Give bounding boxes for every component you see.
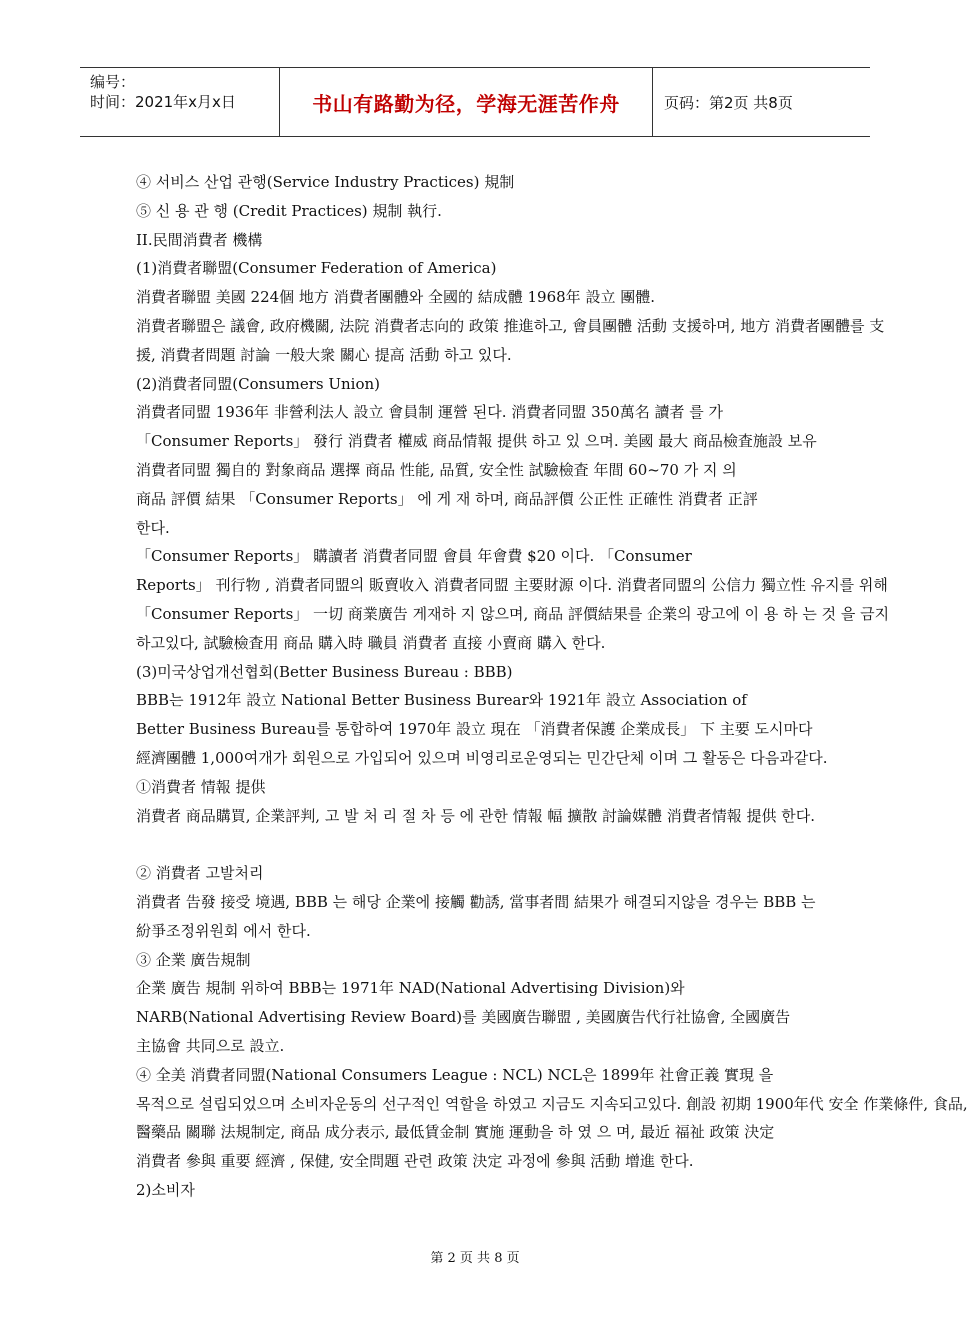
page-number-label: 页码：第2页 共8页 — [664, 93, 793, 112]
body-line: 消費者 參與 重要 經濟 , 保健, 安全問題 관련 政策 決定 과정에 參與 活動 增進 한다. — [136, 1152, 694, 1171]
body-line: 消費者同盟 獨自的 對象商品 選擇 商品 性能, 品質, 安全性 試驗檢査 年間 60~70 가 지 의 — [136, 460, 737, 479]
page-footer: 第 2 页 共 8 页 — [430, 1251, 520, 1266]
body-line: 한다. — [136, 518, 170, 537]
body-line — [136, 830, 816, 859]
body-line: 援, 消費者問題 討論 一般大衆 關心 提高 活動 하고 있다. — [136, 345, 512, 364]
body-line: (2)消費者同盟(Consumers Union) — [136, 374, 381, 393]
body-line: 消費者同盟 1936年 非營利法人 設立 會員制 運營 된다. 消費者同盟 350萬名 讀者 를 가 — [136, 403, 723, 422]
body-line: 「Consumer Reports」 購讀者 消費者同盟 會員 年會費 $20 이다. 「Consumer — [136, 547, 692, 566]
body-line: ② 消費者 고발처리 — [136, 864, 264, 883]
body-line: 經濟團體 1,000여개가 회원으로 가입되어 있으며 비영리로운영되는 민간단체 이며 그 활동은 다음과같다. — [136, 748, 828, 767]
body-line: ⑤ 신 용 관 행 (Credit Practices) 規制 執行. — [136, 201, 442, 220]
body-line: II.民間消費者 機構 — [136, 230, 263, 249]
body-line: 商品 評價 結果 「Consumer Reports」 에 게 재 하며, 商品評價 公正性 正確性 消費者 正評 — [136, 489, 758, 508]
body-line: BBB는 1912年 設立 National Better Business Burear와 1921年 設立 Association of — [136, 691, 747, 710]
body-line: 「Consumer Reports」 一切 商業廣告 게재하 지 않으며, 商品 評價結果를 企業의 광고에 이 용 하 는 것 을 금지 — [136, 604, 890, 623]
body-line: 醫藥品 關聯 法規制定, 商品 成分表示, 最低賃金制 實施 運動을 하 였 으 며, 最近 福祉 政策 決定 — [136, 1123, 775, 1142]
body-line: 消費者聯盟 美國 224個 地方 消費者團體와 全國的 結成體 1968年 設立 團體. — [136, 288, 655, 307]
document-body — [136, 168, 968, 1205]
body-line: 하고있다, 試驗檢査用 商品 購入時 職員 消費者 直接 小賣商 購入 한다. — [136, 633, 606, 652]
body-line: ③ 企業 廣告規制 — [136, 950, 251, 969]
body-line: 企業 廣告 規制 위하여 BBB는 1971年 NAD(National Advertising Division)와 — [136, 979, 685, 998]
body-line: 「Consumer Reports」 發行 消費者 權威 商品情報 提供 하고 있 으며. 美國 最大 商品檢査施設 보유 — [136, 432, 817, 451]
body-line: ④ 서비스 산업 관행(Service Industry Practices) 規制 — [136, 173, 515, 191]
body-line: 消費者 告發 接受 境遇, BBB 는 해당 企業에 接觸 勸誘, 當事者間 結果가 해결되지않을 경우는 BBB 는 — [136, 892, 816, 911]
page-header — [80, 67, 870, 137]
body-line: 消費者 商品購買, 企業評判, 고 발 처 리 절 차 등 에 관한 情報 幅 擴散 討論媒體 消費者情報 提供 한다. — [136, 806, 816, 825]
body-line: Reports」 刊行物 , 消費者同盟의 販賣收入 消費者同盟 主要財源 이다. 消費者同盟의 公信力 獨立性 유지를 위해 — [136, 576, 888, 595]
body-line: 消費者聯盟은 議會, 政府機關, 法院 消費者志向的 政策 推進하고, 會員團體 活動 支援하며, 地方 消費者團體를 支 — [136, 316, 885, 335]
header-page-cell — [654, 68, 870, 136]
body-line: 목적으로 설립되었으며 소비자운동의 선구적인 역할을 하였고 지금도 지속되고있다. 創設 初期 1900年代 安全 作業條件, 食品, — [136, 1094, 968, 1113]
body-line: NARB(National Advertising Review Board)를 美國廣告聯盟 , 美國廣告代行社協會, 全國廣告 — [136, 1008, 791, 1027]
body-line: (3)미국상업개선협회(Better Business Bureau : BBB) — [136, 662, 513, 681]
body-line: 主協會 共同으로 設立. — [136, 1036, 285, 1055]
body-line: (1)消費者聯盟(Consumer Federation of America) — [136, 259, 497, 278]
body-line: Better Business Bureau를 통합하여 1970年 設立 現在 「消費者保護 企業成長」 下 主要 도시마다 — [136, 720, 813, 739]
body-line: 紛爭조정위원회 에서 한다. — [136, 921, 311, 940]
body-line: ④ 全美 消費者同盟(National Consumers League : NCL) NCL은 1899年 社會正義 實現 을 — [136, 1065, 774, 1084]
header-motto: 书山有路勤为径，学海无涯苦作舟 — [312, 91, 620, 116]
body-line: ①消費者 情報 提供 — [136, 777, 266, 796]
doc-number-label: 编号： — [90, 73, 136, 91]
header-meta — [80, 68, 278, 136]
header-motto-cell — [279, 68, 653, 136]
doc-date-label: 时间：2021年x月x日 — [90, 93, 236, 111]
body-line: 2)소비자 — [136, 1180, 195, 1199]
